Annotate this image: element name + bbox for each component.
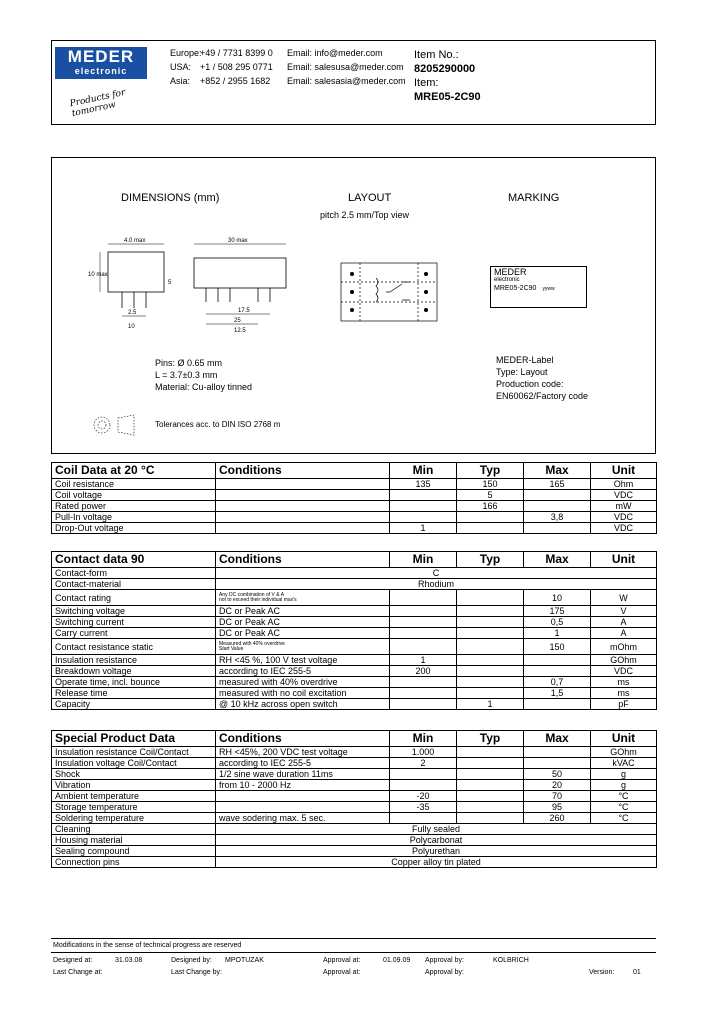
cell: Sealing compound	[52, 846, 216, 857]
special-rows	[52, 747, 657, 824]
cell: g	[591, 769, 657, 780]
label-info	[496, 354, 588, 402]
cell: Insulation resistance	[52, 655, 216, 666]
cell	[457, 617, 524, 628]
col-header: Typ	[457, 552, 524, 568]
cell: Connection pins	[52, 857, 216, 868]
table-row	[52, 769, 657, 780]
cell: measured with 40% overdrive	[216, 677, 390, 688]
cell: mW	[591, 501, 657, 512]
table-row	[52, 628, 657, 639]
rating-cond-line: Any DC combination of V & A	[219, 591, 285, 598]
footer-rule	[51, 938, 656, 939]
modifications-note: Modifications in the sense of technical progress are reserved	[53, 942, 242, 949]
cell	[390, 780, 457, 791]
version-label: Version:	[589, 969, 615, 976]
cell: Carry current	[52, 628, 216, 639]
col-header: Coil Data at 20 °C	[52, 463, 216, 479]
cell: Housing material	[52, 835, 216, 846]
cell: g	[591, 780, 657, 791]
cell	[390, 512, 457, 523]
marking-label	[490, 266, 587, 308]
cell	[524, 699, 591, 710]
marking-title: MARKING	[508, 192, 560, 204]
cell: -35	[390, 802, 457, 813]
meder-logo	[55, 47, 147, 79]
marking-brand: MEDER	[494, 267, 527, 277]
table-row	[52, 677, 657, 688]
cell	[216, 523, 390, 534]
cell: 0,5	[524, 617, 591, 628]
label-info-line: Type: Layout	[496, 367, 548, 377]
cell: 150	[524, 639, 591, 655]
table-row	[52, 791, 657, 802]
cell: RH <45%, 200 VDC test voltage	[216, 747, 390, 758]
special-span-rows	[52, 824, 657, 868]
coil-rows	[52, 479, 657, 534]
cell	[524, 490, 591, 501]
cell: Release time	[52, 688, 216, 699]
cell	[457, 802, 524, 813]
cell: V	[591, 606, 657, 617]
cell: according to IEC 255-5	[216, 758, 390, 769]
col-header: Typ	[457, 731, 524, 747]
static-cond-line: Measured with 40% overdrive	[219, 640, 285, 647]
cell: 10	[524, 590, 591, 606]
cell: C	[216, 568, 657, 579]
cell	[390, 628, 457, 639]
cell	[390, 769, 457, 780]
special-data-table	[51, 730, 657, 868]
table-row	[52, 479, 657, 490]
cell: Drop-Out voltage	[52, 523, 216, 534]
cell	[524, 523, 591, 534]
table-row	[52, 813, 657, 824]
cell: 5	[457, 490, 524, 501]
col-header: Min	[390, 463, 457, 479]
switch-symbol	[386, 282, 410, 300]
approval-by-label: Approval by:	[425, 957, 464, 964]
table-row	[52, 846, 657, 857]
table-row	[52, 758, 657, 769]
pins-info	[155, 357, 252, 393]
approval-at2-label: Approval at:	[323, 969, 361, 976]
dim-label: 10	[128, 324, 135, 330]
table-row	[52, 617, 657, 628]
cell: A	[591, 628, 657, 639]
cell: ms	[591, 688, 657, 699]
cell: Contact-form	[52, 568, 216, 579]
cell: Copper alloy tin plated	[216, 857, 657, 868]
cell	[524, 501, 591, 512]
cell: DC or Peak AC	[216, 606, 390, 617]
footer-grid	[53, 956, 656, 980]
cell	[457, 666, 524, 677]
table-row	[52, 490, 657, 501]
table-row	[52, 780, 657, 791]
last-change-at-label: Last Change at:	[53, 969, 103, 976]
cell: according to IEC 255-5	[216, 666, 390, 677]
col-header: Conditions	[216, 731, 390, 747]
col-header: Conditions	[216, 552, 390, 568]
marking-code: MRE05-2C90	[494, 285, 537, 292]
cell: Ohm	[591, 479, 657, 490]
cell	[390, 639, 457, 655]
table-row	[52, 579, 657, 590]
cell	[390, 617, 457, 628]
rating-cond-line: not to exceed their individual max's	[219, 596, 297, 603]
cell	[390, 699, 457, 710]
cell: 20	[524, 780, 591, 791]
contact-rows	[52, 606, 657, 639]
contact-header-row	[52, 552, 657, 568]
cell: W	[591, 590, 657, 606]
approval-at-label: Approval at:	[323, 957, 361, 964]
item-value: MRE05-2C90	[414, 91, 481, 103]
cell	[457, 791, 524, 802]
cell: 1/2 sine wave duration 11ms	[216, 769, 390, 780]
cell	[390, 677, 457, 688]
cell: Coil resistance	[52, 479, 216, 490]
layout-subtitle: pitch 2.5 mm/Top view	[320, 210, 410, 220]
cell: Operate time, incl. bounce	[52, 677, 216, 688]
designed-at-label: Designed at:	[53, 957, 93, 964]
col-header: Contact data 90	[52, 552, 216, 568]
version: 01	[633, 969, 641, 976]
cell	[457, 523, 524, 534]
cell: Ambient temperature	[52, 791, 216, 802]
coil-data-table	[51, 462, 657, 534]
cell: 1,5	[524, 688, 591, 699]
designed-by: MPOTUZAK	[225, 957, 264, 964]
cell: Breakdown voltage	[52, 666, 216, 677]
cell	[457, 512, 524, 523]
cell	[457, 747, 524, 758]
cell: Contact rating	[52, 590, 216, 606]
cell	[216, 490, 390, 501]
cell: 3,8	[524, 512, 591, 523]
cell: Coil voltage	[52, 490, 216, 501]
dimension-drawing	[88, 236, 298, 336]
special-header-row	[52, 731, 657, 747]
dim-label: 12.5	[234, 328, 246, 334]
cell	[457, 628, 524, 639]
cell: Switching voltage	[52, 606, 216, 617]
cell: Shock	[52, 769, 216, 780]
coil-symbol	[376, 278, 378, 302]
cell	[457, 758, 524, 769]
approval-at: 01.09.09	[383, 957, 411, 964]
cell: 260	[524, 813, 591, 824]
cell: RH <45 %, 100 V test voltage	[216, 655, 390, 666]
pins-diameter: Pins: Ø 0.65 mm	[155, 358, 223, 368]
col-header: Min	[390, 731, 457, 747]
cell	[216, 639, 390, 655]
item-no-label: Item No.:	[414, 49, 459, 61]
contact-row-usa: USA: +1 / 508 295 0771 Email: salesusa@meder.com	[170, 62, 404, 72]
cell: Polycarbonat	[216, 835, 657, 846]
marking-date: yyww	[542, 286, 555, 292]
dim-label: 25	[234, 318, 241, 324]
cell: A	[591, 617, 657, 628]
cell	[216, 791, 390, 802]
cell	[216, 512, 390, 523]
marking-sub: electronic	[494, 277, 520, 283]
table-row	[52, 568, 657, 579]
cell: Contact-material	[52, 579, 216, 590]
pins-material: Material: Cu-alloy tinned	[155, 382, 253, 392]
cell: °C	[591, 813, 657, 824]
cell	[216, 479, 390, 490]
table-row	[52, 655, 657, 666]
col-header: Unit	[591, 552, 657, 568]
cell: DC or Peak AC	[216, 628, 390, 639]
col-header: Max	[524, 463, 591, 479]
col-header: Special Product Data	[52, 731, 216, 747]
cell	[457, 688, 524, 699]
cell: °C	[591, 802, 657, 813]
cell: 1.000	[390, 747, 457, 758]
cell: 1	[390, 655, 457, 666]
cell: VDC	[591, 490, 657, 501]
cell	[390, 606, 457, 617]
cell	[457, 813, 524, 824]
table-row	[52, 802, 657, 813]
cell: 200	[390, 666, 457, 677]
cell	[390, 501, 457, 512]
label-info-line: Production code:	[496, 379, 564, 389]
cell: Capacity	[52, 699, 216, 710]
table-row	[52, 747, 657, 758]
cell	[216, 590, 390, 606]
side-view-body	[108, 252, 164, 292]
dim-label: 30 max	[228, 238, 248, 244]
cell: °C	[591, 791, 657, 802]
cell	[457, 606, 524, 617]
col-header: Unit	[591, 463, 657, 479]
cell: Switching current	[52, 617, 216, 628]
cell	[457, 655, 524, 666]
coil-header-row	[52, 463, 657, 479]
cell: 0,7	[524, 677, 591, 688]
cell	[457, 639, 524, 655]
contact-block	[170, 48, 410, 90]
table-row	[52, 639, 657, 655]
cell: pF	[591, 699, 657, 710]
cell	[457, 590, 524, 606]
table-row	[52, 835, 657, 846]
last-change-by-label: Last Change by:	[171, 969, 222, 976]
table-row	[52, 666, 657, 677]
cell	[390, 688, 457, 699]
footer-rule	[51, 952, 656, 953]
cell: 135	[390, 479, 457, 490]
cell: Contact resistance static	[52, 639, 216, 655]
table-row	[52, 606, 657, 617]
cell: Rhodium	[216, 579, 657, 590]
cell: Soldering temperature	[52, 813, 216, 824]
cell: 1	[390, 523, 457, 534]
table-row	[52, 699, 657, 710]
cell	[390, 590, 457, 606]
table-row	[52, 590, 657, 606]
dim-label: 4.0 max	[124, 238, 146, 244]
cell	[524, 758, 591, 769]
cell	[457, 780, 524, 791]
label-info-line: MEDER-Label	[496, 355, 554, 365]
col-header: Max	[524, 731, 591, 747]
item-block	[414, 48, 614, 104]
cell: 70	[524, 791, 591, 802]
cell: 95	[524, 802, 591, 813]
cell: wave sodering max. 5 sec.	[216, 813, 390, 824]
table-row	[52, 824, 657, 835]
cell	[390, 813, 457, 824]
col-header: Max	[524, 552, 591, 568]
cell: Insulation voltage Coil/Contact	[52, 758, 216, 769]
cell: kVAC	[591, 758, 657, 769]
cell: ms	[591, 677, 657, 688]
cell: Insulation resistance Coil/Contact	[52, 747, 216, 758]
dim-label: 10 max	[88, 272, 108, 278]
cell: Storage temperature	[52, 802, 216, 813]
dim-label: 2.5	[128, 310, 137, 316]
contact-data-table	[51, 551, 657, 710]
cell	[216, 802, 390, 813]
cell: VDC	[591, 523, 657, 534]
cell: mOhm	[591, 639, 657, 655]
cell: 1	[524, 628, 591, 639]
cell: 1	[457, 699, 524, 710]
cell: GOhm	[591, 747, 657, 758]
cell: VDC	[591, 666, 657, 677]
projection-symbol	[90, 410, 140, 440]
layout-drawing	[340, 262, 438, 322]
tolerances-note: Tolerances acc. to DIN ISO 2768 m	[155, 420, 281, 429]
cell: 165	[524, 479, 591, 490]
cell: -20	[390, 791, 457, 802]
dim-label: 17.5	[238, 308, 250, 314]
cell	[216, 501, 390, 512]
contact-row-asia: Asia: +852 / 2955 1682 Email: salesasia@meder.com	[170, 76, 406, 86]
slogan: Products for tomorrow	[68, 87, 127, 120]
table-row	[52, 501, 657, 512]
table-row	[52, 523, 657, 534]
cell: Cleaning	[52, 824, 216, 835]
logo-sub: electronic	[74, 66, 128, 76]
table-row	[52, 512, 657, 523]
designed-at: 31.03.08	[115, 957, 143, 964]
cell	[457, 677, 524, 688]
static-cond-line: Start Value	[219, 645, 244, 652]
item-no: 8205290000	[414, 63, 476, 75]
label-info-line: EN60062/Factory code	[496, 391, 589, 401]
cell: DC or Peak AC	[216, 617, 390, 628]
cell: Polyurethan	[216, 846, 657, 857]
cell	[390, 490, 457, 501]
logo-brand: MEDER	[67, 47, 135, 66]
pins-length: L = 3.7±0.3 mm	[155, 370, 218, 380]
col-header: Min	[390, 552, 457, 568]
cell: 50	[524, 769, 591, 780]
cell: VDC	[591, 512, 657, 523]
cell	[457, 769, 524, 780]
cell: @ 10 kHz across open switch	[216, 699, 390, 710]
item-label: Item:	[414, 77, 439, 89]
dim-label: 5	[168, 280, 172, 286]
cell: Vibration	[52, 780, 216, 791]
table-row	[52, 688, 657, 699]
designed-by-label: Designed by:	[171, 957, 212, 964]
cell: Pull-In voltage	[52, 512, 216, 523]
table-row	[52, 857, 657, 868]
cell	[524, 747, 591, 758]
cell	[524, 666, 591, 677]
approval-by2-label: Approval by:	[425, 969, 464, 976]
cell: 2	[390, 758, 457, 769]
layout-title: LAYOUT	[348, 192, 392, 204]
cell: from 10 - 2000 Hz	[216, 780, 390, 791]
cell: GOhm	[591, 655, 657, 666]
cell: Rated power	[52, 501, 216, 512]
cell	[524, 655, 591, 666]
front-view-body	[194, 258, 286, 288]
col-header: Conditions	[216, 463, 390, 479]
approval-by: KOLBRICH	[493, 957, 529, 964]
cell: 175	[524, 606, 591, 617]
cell: 166	[457, 501, 524, 512]
contact-rows-2	[52, 655, 657, 710]
cell: Fully sealed	[216, 824, 657, 835]
col-header: Typ	[457, 463, 524, 479]
col-header: Unit	[591, 731, 657, 747]
contact-row-europe: Europe: +49 / 7731 8399 0 Email: info@meder.com	[170, 48, 383, 58]
cell: 150	[457, 479, 524, 490]
dimensions-title: DIMENSIONS (mm)	[121, 192, 220, 204]
cell: measured with no coil excitation	[216, 688, 390, 699]
